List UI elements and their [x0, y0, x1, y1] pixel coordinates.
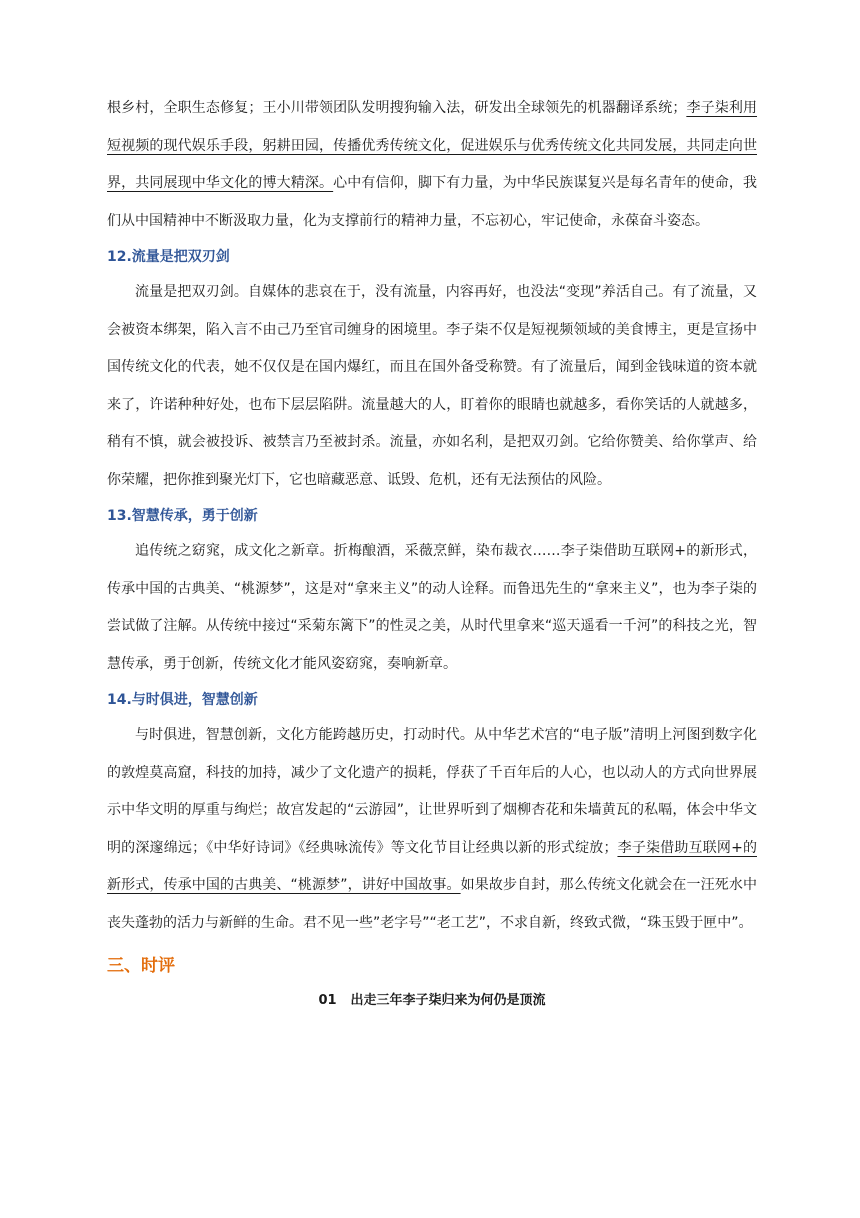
intro-underlined-text: 李子柒利用短视频的现代娱乐手段，躬耕田园，传播优秀传统文化，促进娱乐与优秀传统文化共同发展，共同走向世界，共同展现中华文化的博大精深。 — [107, 100, 758, 191]
document-content — [107, 90, 757, 1018]
section-14-paragraph — [107, 717, 757, 942]
article-title-text: 出走三年李子柒归来为何仍是顶流 — [350, 993, 546, 1008]
intro-paragraph — [107, 90, 757, 240]
section-12-heading: 12.流量是把双刃剑 — [107, 249, 230, 265]
intro-text-2: 心中有信仰，脚下有力量，为中华民族谋复兴是每名青年的使命，我们从中国精神中不断汲取力量，化为支撑前行的精神力量，不忘初心，牢记使命，永葆奋斗姿态。 — [107, 175, 758, 229]
article-number: 01 — [318, 993, 337, 1008]
section-13-heading: 13.智慧传承，勇于创新 — [107, 508, 258, 524]
section-13-paragraph: 追传统之窈窕，成文化之新章。折梅酿酒，采薇烹鲜，染布裁衣……李子柒借助互联网+的新形式，传承中国的古典美、“桃源梦”，这是对“拿来主义”的动人诠释。而鲁迅先生的“拿来主义”，也为李子柒的尝试做了注解。从传统中接过“采菊东篱下”的性灵之美，从时代里拿来“巡天遥看一千河”的科技之光，智慧传承，勇于创新，传统文化才能风姿窈窕，奏响新章。 — [107, 543, 757, 672]
section-14-text-1: 与时俱进，智慧创新，文化方能跨越历史，打动时代。从中华艺术宫的“电子版”清明上河图到数字化的敦煌莫高窟，科技的加持，减少了文化遗产的损耗，俘获了千百年后的人心，也以动人的方式向世界展示中华文明的厚重与绚烂；故宫发起的“云游园”，让世界听到了烟柳杏花和朱墙黄瓦的私嗝，体会中华文明的深邃绵远；《中华好诗词》《经典咏流传》等文化节目让经典以新的形式绽放； — [107, 727, 757, 856]
intro-text-1: 根乡村，全职生态修复；王小川带领团队发明搜狗输入法，研发出全球领先的机器翻译系统； — [107, 100, 687, 116]
section-3-heading: 三、时评 — [107, 956, 175, 976]
section-14-heading: 14.与时俱进，智慧创新 — [107, 692, 258, 708]
section-12-paragraph: 流量是把双刃剑。自媒体的悲哀在于，没有流量，内容再好，也没法“变现”养活自己。有了流量，又会被资本绑架，陷入言不由己乃至官司缠身的困境里。李子柒不仅是短视频领域的美食博主，更是宣扬中国传统文化的代表，她不仅仅是在国内爆红，而且在国外备受称赞。有了流量后，闻到金钱味道的资本就来了，许诺种种好处，也布下层层陷阱。流量越大的人，盯着你的眼睛也就越多，看你笑话的人就越多，稍有不慎，就会被投诉、被禁言乃至被封杀。流量，亦如名利，是把双刃剑。它给你赞美、给你掌声、给你荣耀，把你推到聚光灯下，它也暗藏恶意、诋毁、危机，还有无法预估的风险。 — [107, 284, 757, 488]
section-14-underlined-text: 李子柒借助互联网+的新形式，传承中国的古典美、“桃源梦”，讲好中国故事。 — [107, 839, 757, 893]
section-14-text-2: 如果故步自封，那么传统文化就会在一汪死水中丧失蓬勃的活力与新鲜的生命。君不见一些”老字号”“老工艺”，不求自新，终致式微，“珠玉毁于匣中”。 — [107, 877, 757, 931]
article-title — [107, 984, 757, 1018]
